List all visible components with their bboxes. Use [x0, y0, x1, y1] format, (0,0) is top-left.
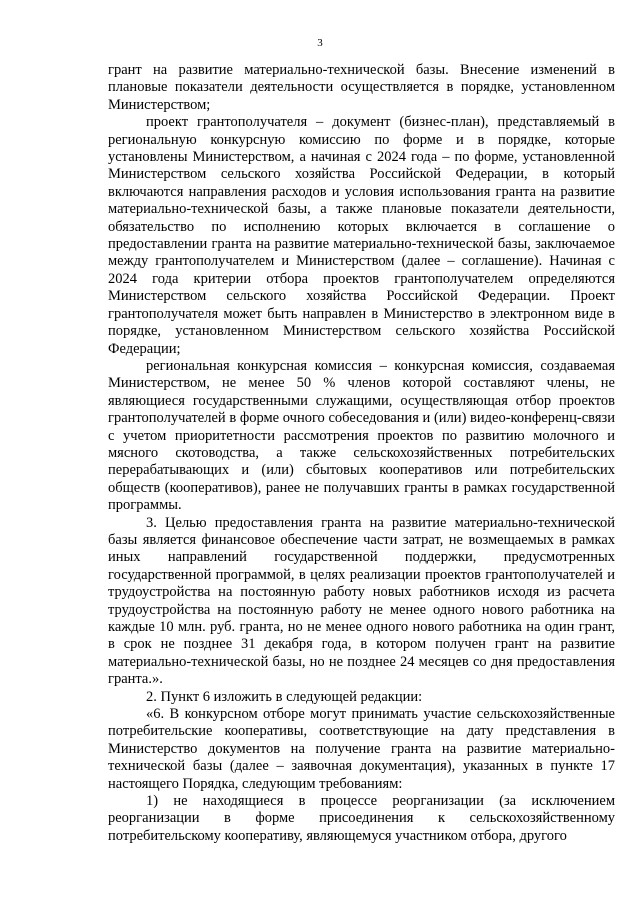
paragraph: 1) не находящиеся в процессе реорганизации (за исключением реорганизации в форме присоединения к сельскохозяйственному потребительскому кооперативу, являющемуся участником отбора, другого [108, 793, 615, 844]
paragraph: 2. Пункт 6 изложить в следующей редакции: [146, 688, 423, 705]
document-body [108, 62, 615, 845]
paragraph: проект грантополучателя – документ (бизнес-план), представляемый в региональную конкурсную комиссию по форме и в порядке, которые установлены Министерством, а начиная с 2024 года – по форме, установленной Министерством сельского хозяйства Российской Федерации, в который включаются направления расходов и условия использования гранта на развитие материально-технической базы, а также плановые показатели деятельности, обязательство по исполнению которых включается в соглашение о предоставлении гранта на развитие материально-технической базы, заключаемое между грантополучателем и Министерством (далее – соглашение). Начиная с 2024 года критерии отбора проектов грантополучателем определяются Министерством сельского хозяйства Российской Федерации. Проект грантополучателя может быть направлен в Министерство в электронном виде в порядке, установленном Министерством сельского хозяйства Российской Федерации; [108, 114, 615, 357]
paragraph: 3. Целью предоставления гранта на развитие материально-технической базы является финансовое обеспечение части затрат, не возмещаемых в рамках иных направлений государственной поддержки, предусмотренных государственной программой, в целях реализации проектов грантополучателей и трудоустройства на постоянную работу новых работников исходя из расчета трудоустройства на постоянную работу не менее одного нового работника на каждые 10 млн. руб. гранта, но не менее одного нового работника на один грант, в срок не позднее 31 декабря года, в котором получен грант на развитие материально-технической базы, но не позднее 24 месяцев со дня предоставления гранта.». [108, 514, 615, 688]
paragraph: региональная конкурсная комиссия – конкурсная комиссия, создаваемая Министерством, не менее 50 % членов которой составляют члены, не являющиеся государственными служащими, осуществляющая отбор проектов грантополучателей в форме очного собеседования и (или) видео-конференц-связи с учетом приоритетности рассмотрения проектов по развитию молочного и мясного скотоводства, а также сельскохозяйственных потребительских перерабатывающих и (или) сбытовых кооперативов или потребительских обществ (кооперативов), ранее не получавших гранты в рамках государственной программы. [108, 357, 615, 514]
paragraph: «6. В конкурсном отборе могут принимать участие сельскохозяйственные потребительские кооперативы, соответствующие на дату представления в Министерство документов на получение гранта на развитие материально-технической базы (далее – заявочная документация), указанных в пункте 17 настоящего Порядка, следующим требованиям: [108, 706, 615, 792]
page-number: 3 [317, 37, 323, 49]
paragraph: грант на развитие материально-технической базы. Внесение изменений в плановые показатели деятельности осуществляется в порядке, установленном Министерством; [108, 62, 615, 113]
